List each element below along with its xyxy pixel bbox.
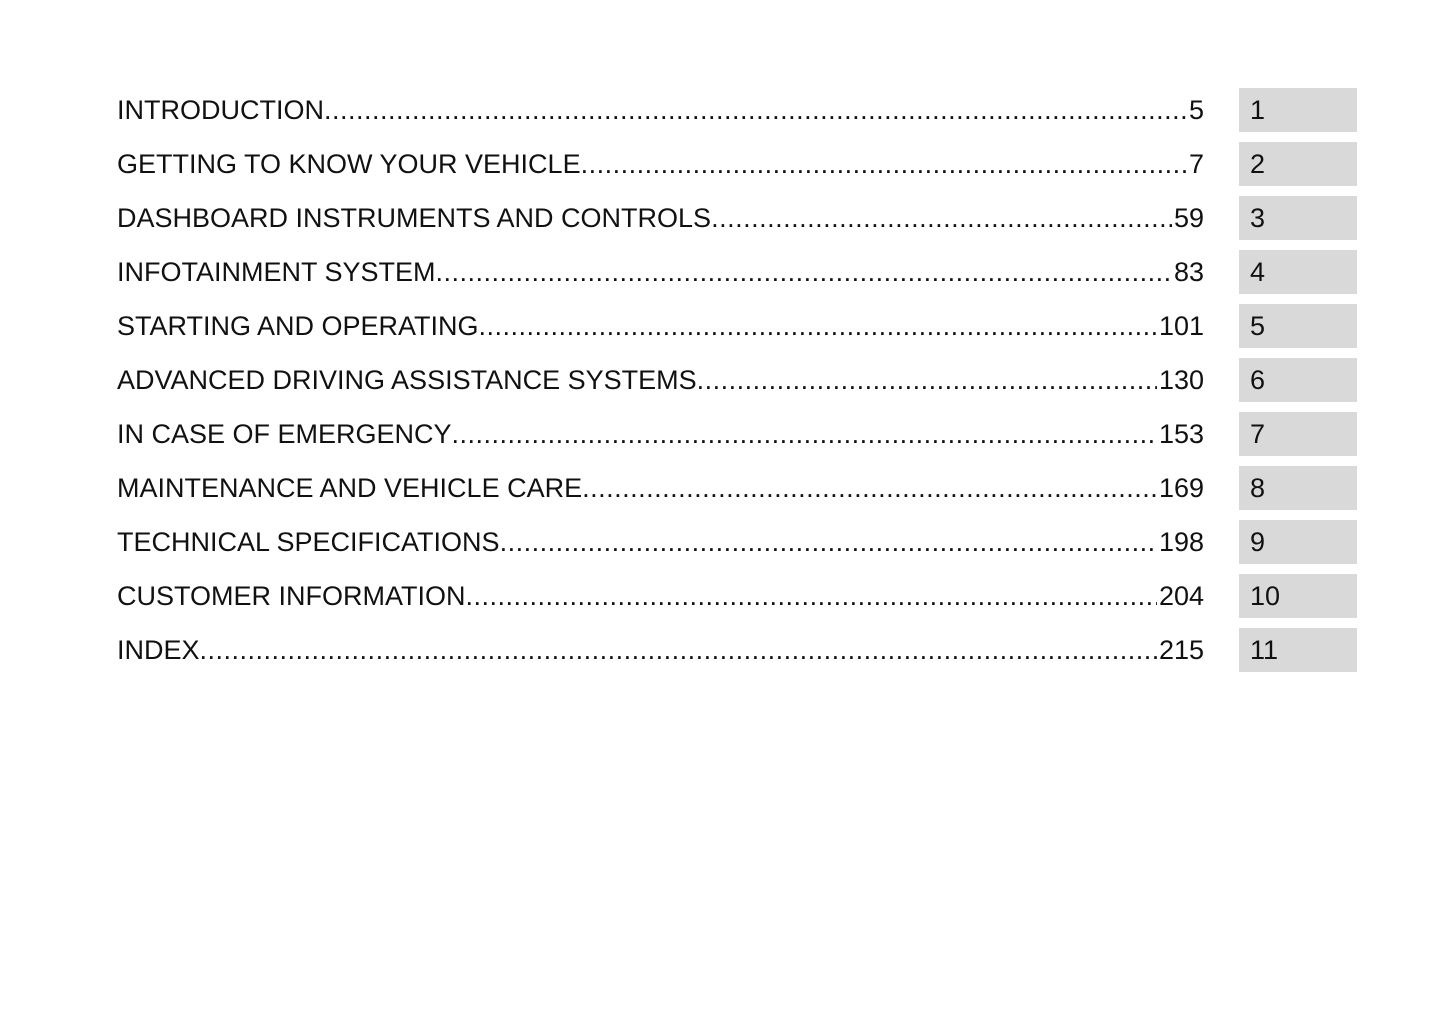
toc-entry[interactable] xyxy=(117,527,1204,558)
toc-entry[interactable] xyxy=(117,311,1204,342)
toc-row-customer[interactable] xyxy=(117,574,1357,618)
toc-entry[interactable] xyxy=(117,635,1204,666)
toc-entry-page: 130 xyxy=(1158,364,1204,395)
dot-leader xyxy=(697,365,1157,396)
chapter-tab[interactable]: 8 xyxy=(1239,466,1357,510)
toc-entry-page: 5 xyxy=(1188,94,1204,125)
toc-entry-page: 204 xyxy=(1158,580,1204,611)
toc-entry-page: 153 xyxy=(1158,418,1204,449)
toc-entry[interactable] xyxy=(117,257,1204,288)
chapter-tab[interactable]: 5 xyxy=(1239,304,1357,348)
toc-row-dashboard[interactable] xyxy=(117,196,1357,240)
chapter-tab[interactable]: 9 xyxy=(1239,520,1357,564)
toc-row-technical[interactable] xyxy=(117,520,1357,564)
chapter-tab[interactable]: 3 xyxy=(1239,196,1357,240)
dot-leader xyxy=(452,419,1157,450)
toc-row-index[interactable] xyxy=(117,628,1357,672)
dot-leader xyxy=(200,635,1157,666)
dot-leader xyxy=(582,473,1157,504)
toc-entry[interactable] xyxy=(117,149,1204,180)
toc-entry[interactable] xyxy=(117,473,1204,504)
toc-row-starting[interactable] xyxy=(117,304,1357,348)
table-of-contents xyxy=(117,88,1357,682)
dot-leader xyxy=(466,581,1157,612)
toc-entry[interactable] xyxy=(117,419,1204,450)
toc-entry-title: INFOTAINMENT SYSTEM xyxy=(117,256,436,287)
toc-entry-page: 101 xyxy=(1158,310,1204,341)
toc-entry-page: 83 xyxy=(1173,256,1204,287)
toc-row-infotainment[interactable] xyxy=(117,250,1357,294)
dot-leader xyxy=(500,527,1157,558)
toc-entry-title: INTRODUCTION xyxy=(117,94,324,125)
toc-entry-title: INDEX xyxy=(117,634,200,665)
toc-entry[interactable] xyxy=(117,95,1204,126)
dot-leader xyxy=(479,311,1157,342)
toc-row-getting-to-know[interactable] xyxy=(117,142,1357,186)
toc-entry-title: TECHNICAL SPECIFICATIONS xyxy=(117,526,500,557)
chapter-tab[interactable]: 10 xyxy=(1239,574,1357,618)
toc-entry-page: 215 xyxy=(1158,634,1204,665)
chapter-tab[interactable]: 6 xyxy=(1239,358,1357,402)
toc-entry-title: MAINTENANCE AND VEHICLE CARE xyxy=(117,472,583,503)
toc-entry-page: 7 xyxy=(1188,148,1204,179)
chapter-tab[interactable]: 7 xyxy=(1239,412,1357,456)
toc-row-adas[interactable] xyxy=(117,358,1357,402)
toc-entry-page: 59 xyxy=(1173,202,1204,233)
toc-entry-title: STARTING AND OPERATING xyxy=(117,310,479,341)
toc-entry[interactable] xyxy=(117,203,1204,234)
toc-row-maintenance[interactable] xyxy=(117,466,1357,510)
toc-row-introduction[interactable] xyxy=(117,88,1357,132)
chapter-tab[interactable]: 2 xyxy=(1239,142,1357,186)
chapter-tab[interactable]: 1 xyxy=(1239,88,1357,132)
toc-entry-title: GETTING TO KNOW YOUR VEHICLE xyxy=(117,148,581,179)
dot-leader xyxy=(436,257,1172,288)
toc-entry[interactable] xyxy=(117,581,1204,612)
toc-entry[interactable] xyxy=(117,365,1204,396)
dot-leader xyxy=(581,149,1187,180)
dot-leader xyxy=(324,95,1187,126)
toc-entry-title: IN CASE OF EMERGENCY xyxy=(117,418,452,449)
toc-entry-title: ADVANCED DRIVING ASSISTANCE SYSTEMS xyxy=(117,364,697,395)
toc-row-emergency[interactable] xyxy=(117,412,1357,456)
toc-entry-title: CUSTOMER INFORMATION xyxy=(117,580,466,611)
chapter-tab[interactable]: 11 xyxy=(1239,628,1357,672)
toc-entry-title: DASHBOARD INSTRUMENTS AND CONTROLS xyxy=(117,202,712,233)
chapter-tab[interactable]: 4 xyxy=(1239,250,1357,294)
toc-entry-page: 198 xyxy=(1158,526,1204,557)
toc-entry-page: 169 xyxy=(1158,472,1204,503)
dot-leader xyxy=(711,203,1172,234)
